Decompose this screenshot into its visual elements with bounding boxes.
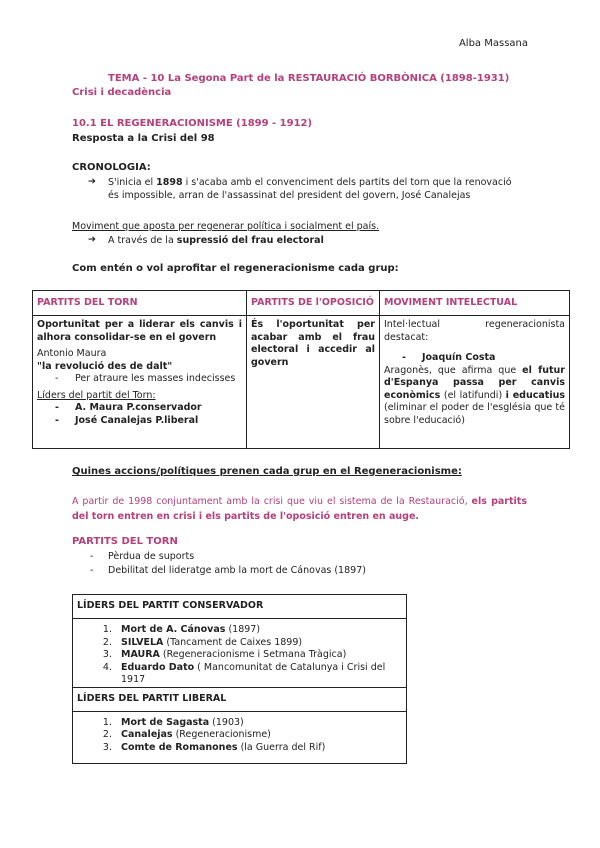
torn-leader-1: - A. Maura P.conservador <box>55 402 202 413</box>
intelectual-intro: Intel·lectual regeneracionista destacat: <box>384 319 565 343</box>
partits-torn-heading: PARTITS DEL TORN <box>72 536 178 547</box>
header-partits-oposicio: PARTITS DE l'OPOSICIÓ <box>247 291 380 316</box>
torn-quote: "la revolució des de dalt" <box>37 360 173 372</box>
torn-leaders-label: Líders del partit del Torn: <box>37 389 156 401</box>
cronologia-item: S'inicia el 1898 i s'acaba amb el convenciment dels partits del torn que la renovació és impossible, arran de l'assassinat del president del govern, José Canalejas <box>108 177 512 201</box>
table-row <box>33 316 570 449</box>
table-row <box>73 619 407 688</box>
title-text: TEMA - 10 La Segona Part de la RESTAURACIÓ BORBÒNICA (1898-1931) Crisi i decadència <box>72 73 510 98</box>
question-groups: Com entén o vol aprofitar el regeneracionisme cada grup: <box>72 263 399 274</box>
list-item: 2. SILVELA (Tancament de Caixes 1899) <box>115 637 402 650</box>
table-row <box>73 687 407 711</box>
list-item: 4. Eduardo Dato ( Mancomunitat de Catalunya i Crisi del 1917 <box>115 662 402 687</box>
author-name: Alba Massana <box>458 38 528 49</box>
torn-intro: Oportunitat per a liderar els canvis i alhora consolidar-se en el govern <box>37 319 242 343</box>
leaders-table <box>72 594 407 764</box>
arrow-icon: ➔ <box>88 234 96 245</box>
question-actions: Quines accions/polítiques prenen cada grup en el Regeneracionisme: <box>72 466 462 477</box>
intelectual-costa: - Joaquín Costa <box>402 352 496 363</box>
torn-dash-item: - Per atraure les masses indecisses <box>55 373 236 384</box>
cell-partits-oposicio <box>247 316 380 449</box>
cell-moviment-intelectual <box>380 316 570 449</box>
partits-torn-item: - Pèrdua de suports <box>90 551 195 562</box>
conservador-heading: LÍDERS DEL PARTIT CONSERVADOR <box>73 595 407 619</box>
conservador-list <box>77 624 402 687</box>
list-item: 2. Canalejas (Regeneracionisme) <box>115 729 402 742</box>
list-item: 3. Comte de Romanones (la Guerra del Rif) <box>115 742 402 755</box>
header-moviment-intelectual: MOVIMENT INTELECTUAL <box>380 291 570 316</box>
torn-maura: Antonio Maura <box>37 348 107 359</box>
oposicio-text: És l'oportunitat per acabar amb el frau electoral i accedir al govern <box>251 319 375 368</box>
liberal-list <box>77 717 402 755</box>
table-header-row <box>33 291 570 316</box>
liberal-list-cell <box>73 711 407 763</box>
liberal-heading: LÍDERS DEL PARTIT LIBERAL <box>73 687 407 711</box>
section-subheading: Resposta a la Crisi del 98 <box>72 133 215 144</box>
partits-torn-item: - Debilitat del lideratge amb la mort de Cánovas (1897) <box>90 565 366 576</box>
section-heading: 10.1 EL REGENERACIONISME (1899 - 1912) <box>72 118 313 129</box>
list-item: 1. Mort de Sagasta (1903) <box>115 717 402 730</box>
list-item: 1. Mort de A. Cánovas (1897) <box>115 624 402 637</box>
document-title <box>72 72 532 100</box>
header-partits-torn: PARTITS DEL TORN <box>33 291 247 316</box>
cronologia-label: CRONOLOGIA: <box>72 162 151 173</box>
table-row <box>73 595 407 619</box>
table-row <box>73 711 407 763</box>
groups-table <box>32 290 570 449</box>
moviment-item: A través de la supressió del frau electoral <box>108 235 324 246</box>
cell-partits-torn <box>33 316 247 449</box>
intelectual-text: Aragonès, que afirma que el futur d'Espanya passa per canvis econòmics (el latifundi) i educatius (eliminar el poder de l'església que té sobre l'educació) <box>384 364 565 426</box>
conservador-list-cell <box>73 619 407 688</box>
torn-leader-2: - José Canalejas P.liberal <box>55 414 199 426</box>
crisis-paragraph: A partir de 1998 conjuntament amb la crisi que viu el sistema de la Restauració, els partits del torn entren en crisi i els partits de l'oposició entren en auge. <box>72 496 527 522</box>
moviment-text: Moviment que aposta per regenerar política i socialment el país. <box>72 221 380 232</box>
list-item: 3. MAURA (Regeneracionisme i Setmana Tràgica) <box>115 649 402 662</box>
arrow-icon: ➔ <box>88 176 96 187</box>
